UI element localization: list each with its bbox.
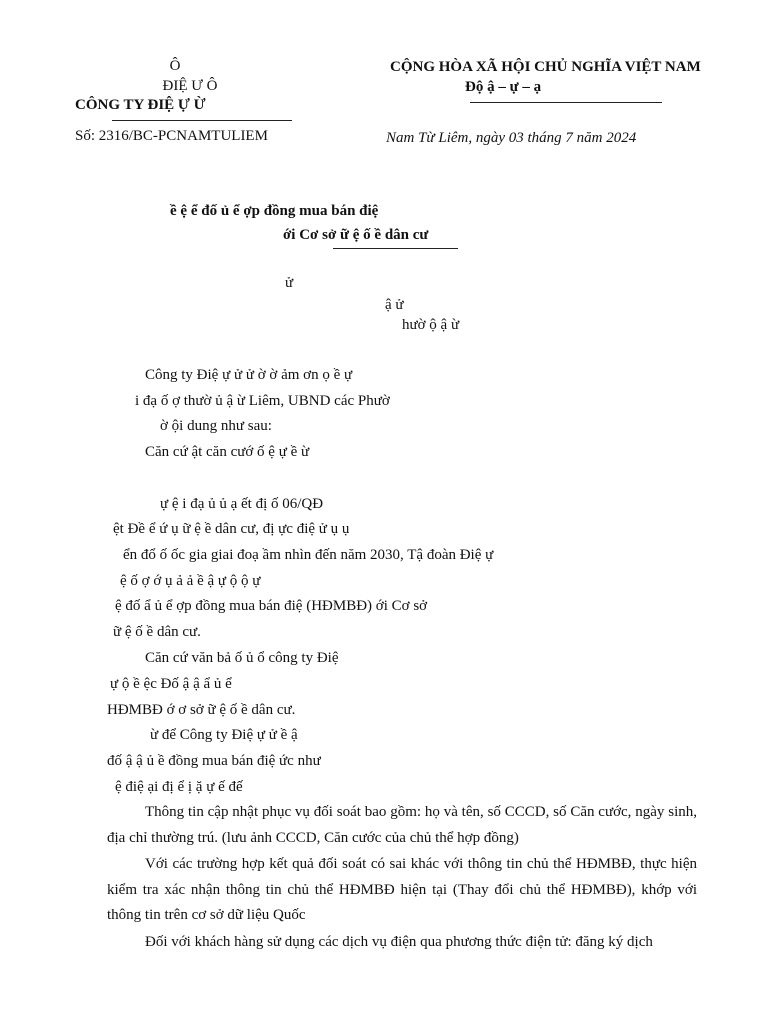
body-paragraph: ự ệ i đạ ủ ủ ạ ết đị ố 06/QĐ (160, 496, 324, 512)
body-paragraph: Thông tin cập nhật phục vụ đối soát bao gồm: họ và tên, số CCCD, số Căn cước, ngày sinh, địa chỉ thường trú. (lưu ảnh CCCD, Căn cước của chủ thể hợp đồng) (107, 804, 697, 846)
body-paragraph: ệt Đề ể ứ ụ ữ ệ ề dân cư, đị ực điệ ử ụ ụ (113, 521, 350, 537)
recipient-line-2: ậ ử (385, 297, 404, 313)
report-title-line-2: ới Cơ sở ữ ệ ố ề dân cư (283, 227, 429, 243)
recipient-line-3: hườ ộ ậ ừ (402, 317, 460, 333)
agency-name-line: ĐIỆ Ư Ô (162, 78, 218, 94)
body-paragraph: ờ ội dung như sau: (160, 418, 272, 434)
body-paragraph: Đối với khách hàng sử dụng các dịch vụ điện qua phương thức điện tử: đăng ký dịch (145, 934, 653, 950)
body-paragraph: ữ ệ ố ề dân cư. (113, 624, 201, 640)
report-title-line-1: ề ệ ể đố ủ ể ợp đồng mua bán điệ (170, 203, 379, 219)
body-paragraph: Căn cứ ật căn cướ ố ệ ự ề ừ (145, 444, 310, 460)
body-paragraph: ệ điệ ại đị ể ị ặ ự ế đế (115, 779, 243, 795)
body-paragraph: ệ ố ợ ớ ụ ả ả ề ậ ự ộ ộ ự (120, 573, 261, 589)
title-underline (333, 248, 458, 249)
company-underline (112, 120, 292, 121)
recipient-line-1: ử (285, 275, 294, 291)
nation-motto: Độ ậ – ự – ạ (465, 79, 542, 95)
body-paragraph: Công ty Điệ ự ử ử ờ ờ ảm ơn ọ ề ự (145, 367, 353, 383)
place-date: Nam Từ Liêm, ngày 03 tháng 7 năm 2024 (386, 130, 637, 146)
body-paragraph: ự ộ ề ệc Đố ậ ậ ẩ ủ ể (110, 676, 232, 692)
body-paragraph: ệ đố ẩ ủ ể ợp đồng mua bán điệ (HĐMBĐ) ới Cơ sở (115, 598, 428, 614)
document-number: Số: 2316/BC-PCNAMTULIEM (75, 128, 268, 144)
company-name: CÔNG TY ĐIỆ Ự Ừ (75, 97, 206, 113)
body-paragraph: đố ậ ậ ủ ề đồng mua bán điệ ức như (107, 753, 321, 769)
body-paragraph: Với các trường hợp kết quả đối soát có sai khác với thông tin chủ thể HĐMBĐ, thực hiện kiểm tra xác nhận thông tin chủ thể HĐMBĐ hiện tại (Thay đổi chủ thể HĐMBĐ), khớp với thông tin trên cơ sở dữ liệu Quốc (107, 856, 697, 923)
body-paragraph: i đạ ố ợ thườ ủ ậ ừ Liêm, UBND các Phườ (135, 393, 390, 409)
agency-parent-line: Ô (169, 58, 181, 74)
motto-underline (470, 102, 662, 103)
nation-title: CỘNG HÒA XÃ HỘI CHỦ NGHĨA VIỆT NAM (390, 59, 701, 75)
body-paragraph: ừ để Công ty Điệ ự ử ề ậ (150, 727, 298, 743)
body-paragraph: ển đổ ố ốc gia giai đoạ ầm nhìn đến năm 2030, Tậ đoàn Điệ ự (123, 547, 494, 563)
body-paragraph: Căn cứ văn bả ố ủ ổ công ty Điệ (145, 650, 339, 666)
body-paragraph: HĐMBĐ ớ ơ sở ữ ệ ố ề dân cư. (107, 702, 296, 718)
